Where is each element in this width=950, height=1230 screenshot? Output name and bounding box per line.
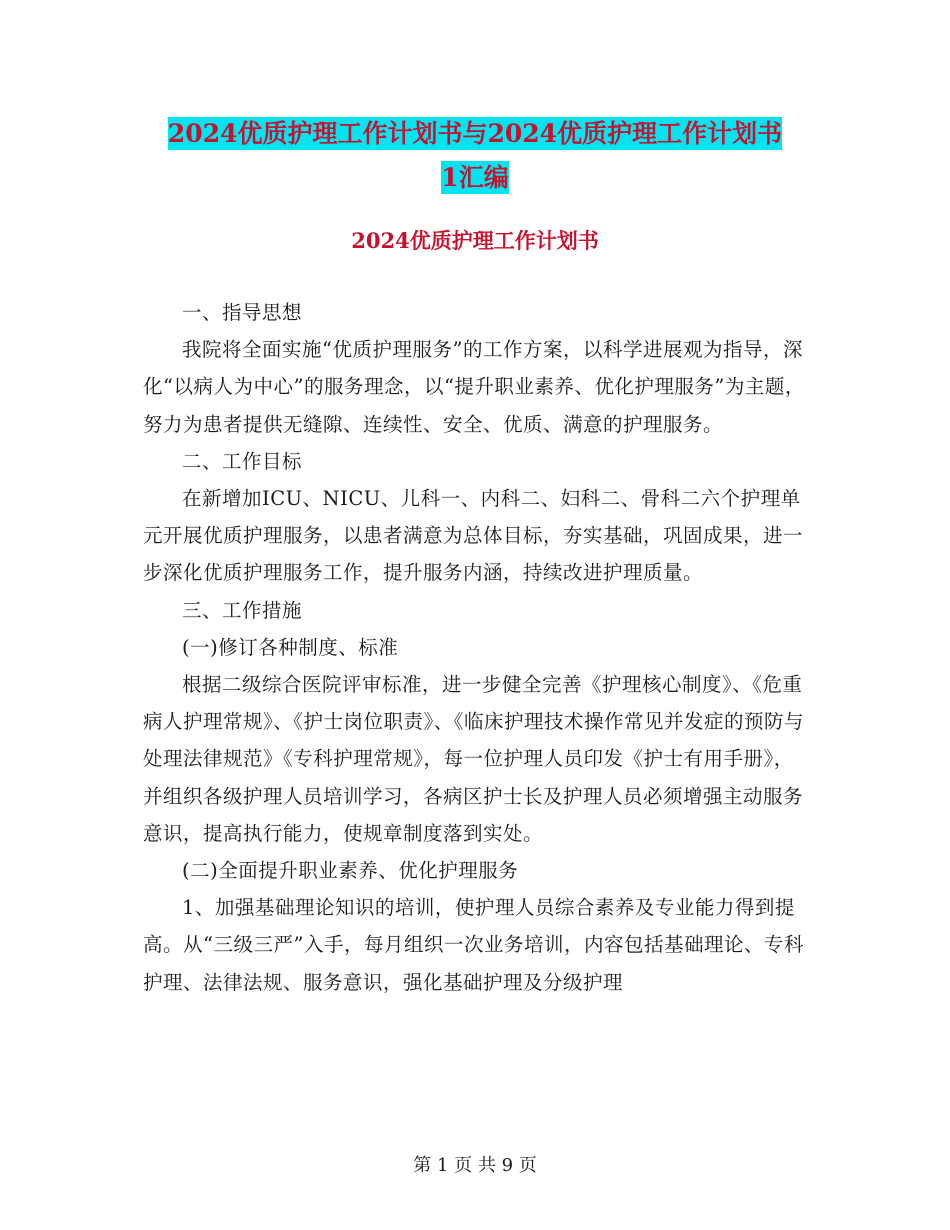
heading-work-measures: 三、工作措施 [182, 598, 303, 622]
subheading: (一)修订各种制度、标准 [182, 635, 399, 659]
paragraph: 我院将全面实施“优质护理服务”的工作方案，以科学进展观为指导，深化“以病人为中心”的服务理念，以“提升职业素养、优化护理服务”为主题，努力为患者提供无缝隙、连续性、安全、优质、满意的护理服务。 [143, 338, 805, 436]
heading-work-goals: 二、工作目标 [182, 449, 303, 473]
page-footer: 第 1 页 共 9 页 [413, 1155, 537, 1176]
paragraph: 在新增加ICU、NICU、儿科一、内科二、妇科二、骨科二六个护理单元开展优质护理服务，以患者满意为总体目标，夯实基础，巩固成果，进一步深化优质护理服务工作，提升服务内涵，持续改进护理质量。 [143, 487, 804, 585]
section-title: 2024优质护理工作计划书 [351, 228, 599, 253]
subheading: (二)全面提升职业素养、优化护理服务 [182, 859, 519, 883]
document-title [140, 112, 810, 200]
paragraph: 根据二级综合医院评审标准，进一步健全完善《护理核心制度》、《危重病人护理常规》、《护士岗位职责》、《临床护理技术操作常见并发症的预防与处理法律规范》《专科护理常规》，每一位护理人员印发《护士有用手册》，并组织各级护理人员培训学习，各病区护士长及护理人员必须增强主动服务意识，提高执行能力，使规章制度落到实处。 [143, 673, 805, 845]
title-line-2: 1汇编 [441, 163, 509, 192]
paragraph: 1、加强基础理论知识的培训，使护理人员综合素养及专业能力得到提高。从“三级三严”入手，每月组织一次业务培训，内容包括基础理论、专科护理、法律法规、服务意识，强化基础护理及分级护理 [143, 896, 804, 994]
document-body [143, 294, 811, 1001]
heading-guiding-ideology: 一、指导思想 [182, 301, 303, 324]
title-line-1: 2024优质护理工作计划书与2024优质护理工作计划书 [167, 119, 783, 148]
